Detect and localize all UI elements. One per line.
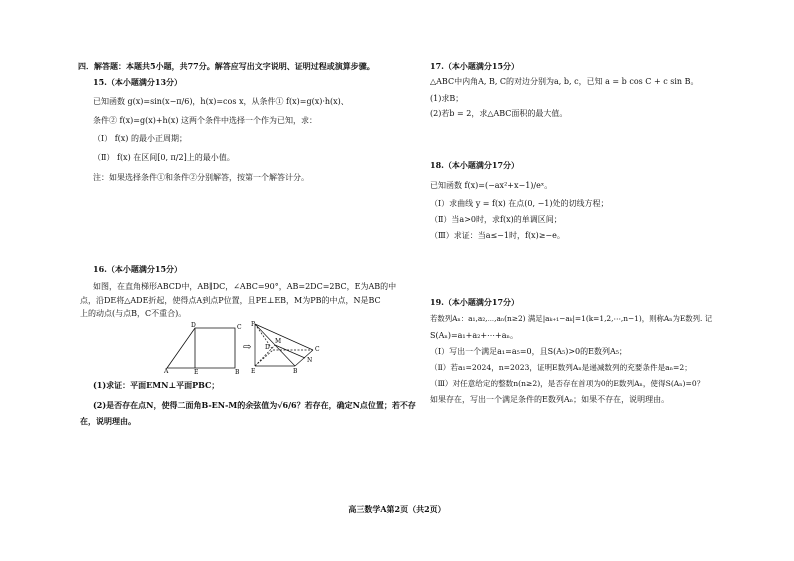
label-C: C: [237, 324, 242, 331]
label-M: M: [275, 338, 282, 345]
label-N: N: [307, 357, 313, 364]
q17-heading: 17.（本小题满分15分）: [430, 61, 520, 71]
label-A: A: [164, 368, 169, 374]
q16-heading: 16.（本小题满分15分）: [93, 264, 183, 274]
q19-line2: S(Aₙ)=a₁+a₂+⋯+aₙ。: [430, 331, 518, 340]
q19-part1: （Ⅰ）写出一个满足a₁=a₅=0，且S(A₅)>0的E数列A₅；: [430, 347, 627, 356]
trapezoid-shape: [167, 328, 235, 368]
label-B2: B: [293, 368, 298, 374]
q15-note: 注：如果选择条件①和条件②分别解答，按第一个解答计分。: [93, 173, 309, 182]
label-D2: D: [265, 344, 270, 351]
q17-part1: (1)求B；: [430, 94, 464, 103]
q16-part2: (2)是否存在点N，使得二面角B-EN-M的余弦值为√6/6？若存在，确定N点位置；若不存: [93, 400, 416, 410]
label-B: B: [235, 369, 240, 374]
q19-line1: 若数列Aₙ：a₁,a₂,⋯,aₙ(n≥2) 满足|aₖ₊₁−aₖ|=1(k=1,2,⋯,n−1)，则称Aₙ为E数列. 记: [430, 314, 713, 323]
label-E2: E: [251, 368, 256, 374]
q19-heading: 19.（本小题满分17分）: [430, 297, 520, 307]
q17-line1: △ABC中内角A, B, C的对边分别为a, b, c，已知 a = b cos C + c sin B。: [430, 77, 699, 86]
q17-part2: (2)若b = 2，求△ABC面积的最大值。: [430, 109, 568, 118]
q18-heading: 18.（本小题满分17分）: [430, 160, 520, 170]
page-footer: 高三数学A第2页（共2页）: [348, 504, 446, 514]
q15-line2: 条件② f(x)=g(x)+h(x) 这两个条件中选择一个作为已知，求：: [93, 116, 317, 125]
q15-part1: （Ⅰ） f(x) 的最小正周期；: [93, 134, 187, 143]
q18-line1: 已知函数 f(x)=(−ax²+x−1)/eˣ。: [430, 181, 553, 190]
q16-figure: [155, 320, 325, 374]
label-E: E: [194, 369, 199, 374]
fold-arrow-icon: ⇨: [243, 342, 252, 353]
q19-part2: （Ⅱ）若a₁=2024，n=2023，证明E数列Aₙ是递减数列的充要条件是aₙ=2；: [430, 363, 692, 372]
q16-line3: 上的动点(与点B，C不重合)。: [80, 309, 187, 318]
q16-part2b: 在，说明理由。: [80, 416, 136, 426]
q19-part3b: 如果存在，写出一个满足条件的E数列Aₙ；如果不存在，说明理由。: [430, 395, 670, 404]
label-C2: C: [315, 346, 320, 353]
section-title: 四．解答题：本题共5小题，共77分。解答应写出文字说明、证明过程或演算步骤。: [78, 61, 375, 71]
pyramid-shape: [255, 324, 313, 366]
q16-line2: 点，沿DE将△ADE折起，使得点A到点P位置，且PE⊥EB，M为PB的中点，N是BC: [80, 296, 381, 305]
q18-part1: （Ⅰ）求曲线 y = f(x) 在点(0, −1)处的切线方程；: [430, 199, 609, 208]
q19-part3: （Ⅲ）对任意给定的整数n(n≥2)，是否存在首项为0的E数列Aₙ，使得S(Aₙ)=0？: [430, 379, 705, 388]
q16-part1: (1)求证：平面EMN⊥平面PBC；: [93, 380, 220, 390]
q16-line1: 如图，在直角梯形ABCD中，AB∥DC，∠ABC=90°，AB=2DC=2BC，E为AB的中: [93, 282, 397, 291]
q15-heading: 15.（本小题满分13分）: [93, 77, 183, 87]
q18-part3: （Ⅲ）求证：当a≤−1时，f(x)≥−e。: [430, 231, 565, 240]
q18-part2: （Ⅱ）当a>0时，求f(x)的单调区间；: [430, 215, 562, 224]
label-D: D: [191, 322, 196, 329]
q15-line1: 已知函数 g(x)=sin(x−π/6)，h(x)=cos x，从条件① f(x)=g(x)·h(x)、: [93, 97, 349, 106]
label-P: P: [251, 321, 256, 328]
q15-part2: （Ⅱ） f(x) 在区间[0, π/2]上的最小值。: [93, 153, 235, 162]
